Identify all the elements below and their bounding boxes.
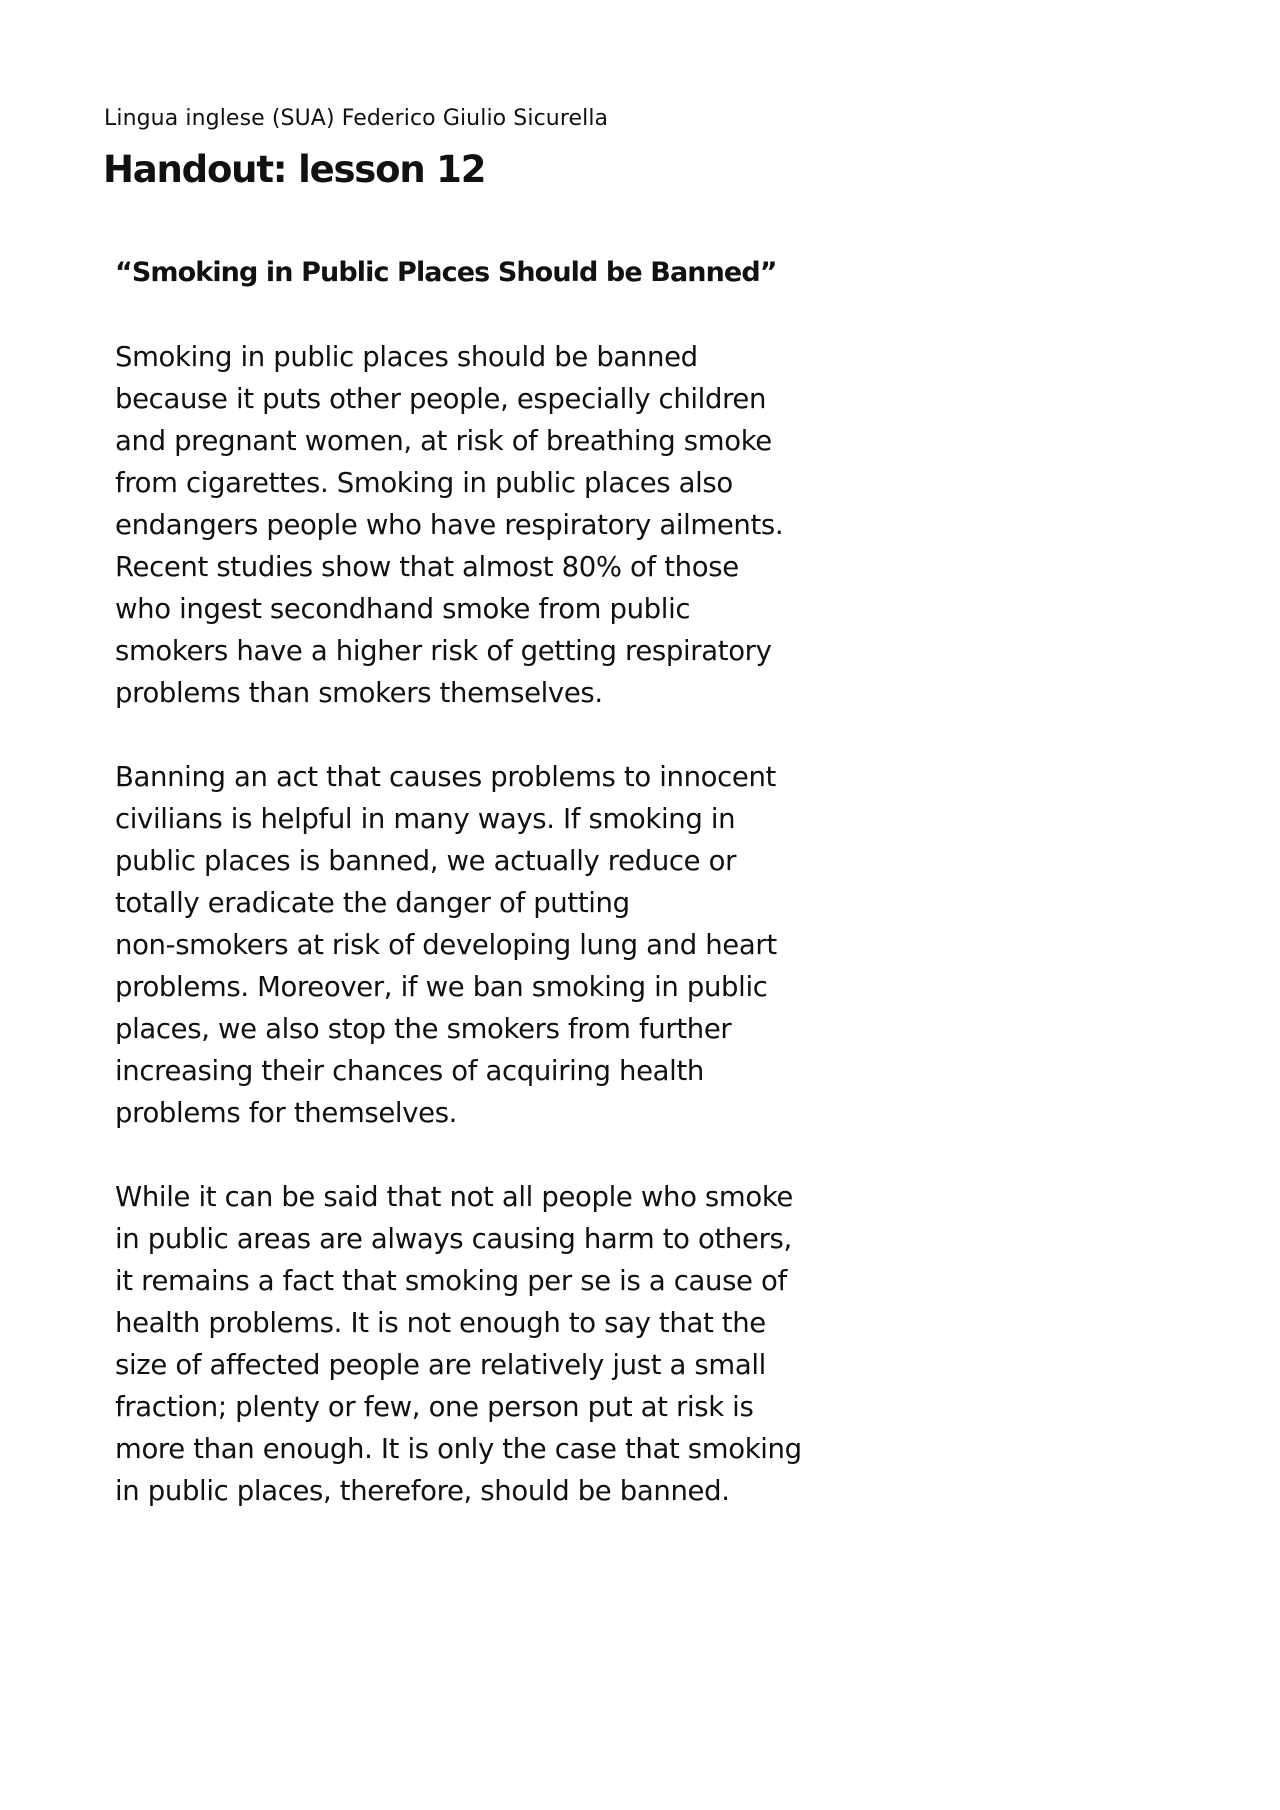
paragraph-3-line-1: While it can be said that not all people who smoke [115, 1181, 793, 1213]
essay-paragraph-2 [115, 756, 875, 1134]
paragraph-1-line-6: Recent studies show that almost 80% of those [115, 551, 739, 583]
paragraph-3-line-6: fraction; plenty or few, one person put at risk is [115, 1391, 754, 1423]
paragraph-1-line-9: problems than smokers themselves. [115, 677, 603, 709]
essay-title: “Smoking in Public Places Should be Banned” [115, 257, 777, 288]
paragraph-1-line-4: from cigarettes. Smoking in public places also [115, 467, 733, 499]
paragraph-2-line-3: public places is banned, we actually reduce or [115, 845, 737, 877]
course-line: Lingua inglese (SUA) Federico Giulio Sicurella [104, 106, 609, 131]
paragraph-2-line-1: Banning an act that causes problems to innocent [115, 761, 776, 793]
paragraph-2-line-8: increasing their chances of acquiring health [115, 1055, 704, 1087]
paragraph-1-line-2: because it puts other people, especially children [115, 383, 767, 415]
paragraph-3-line-5: size of affected people are relatively just a small [115, 1349, 766, 1381]
essay-paragraph-3 [115, 1176, 875, 1512]
paragraph-2-line-6: problems. Moreover, if we ban smoking in public [115, 971, 768, 1003]
paragraph-1-line-3: and pregnant women, at risk of breathing smoke [115, 425, 772, 457]
paragraph-2-line-7: places, we also stop the smokers from further [115, 1013, 732, 1045]
paragraph-1-line-7: who ingest secondhand smoke from public [115, 593, 691, 625]
paragraph-1-line-5: endangers people who have respiratory ailments. [115, 509, 784, 541]
paragraph-2-line-5: non-smokers at risk of developing lung and heart [115, 929, 777, 961]
paragraph-3-line-4: health problems. It is not enough to say that the [115, 1307, 766, 1339]
paragraph-3-line-2: in public areas are always causing harm to others, [115, 1223, 792, 1255]
paragraph-1-line-1: Smoking in public places should be banned [115, 341, 698, 373]
paragraph-3-line-3: it remains a fact that smoking per se is a cause of [115, 1265, 787, 1297]
paragraph-2-line-2: civilians is helpful in many ways. If smoking in [115, 803, 736, 835]
paragraph-2-line-4: totally eradicate the danger of putting [115, 887, 630, 919]
paragraph-1-line-8: smokers have a higher risk of getting respiratory [115, 635, 772, 667]
essay-article [115, 252, 875, 1512]
paragraph-2-line-9: problems for themselves. [115, 1097, 458, 1129]
paragraph-3-line-8: in public places, therefore, should be banned. [115, 1475, 730, 1507]
paragraph-3-line-7: more than enough. It is only the case that smoking [115, 1433, 802, 1465]
handout-title: Handout: lesson 12 [103, 148, 486, 191]
essay-paragraph-1 [115, 336, 875, 714]
